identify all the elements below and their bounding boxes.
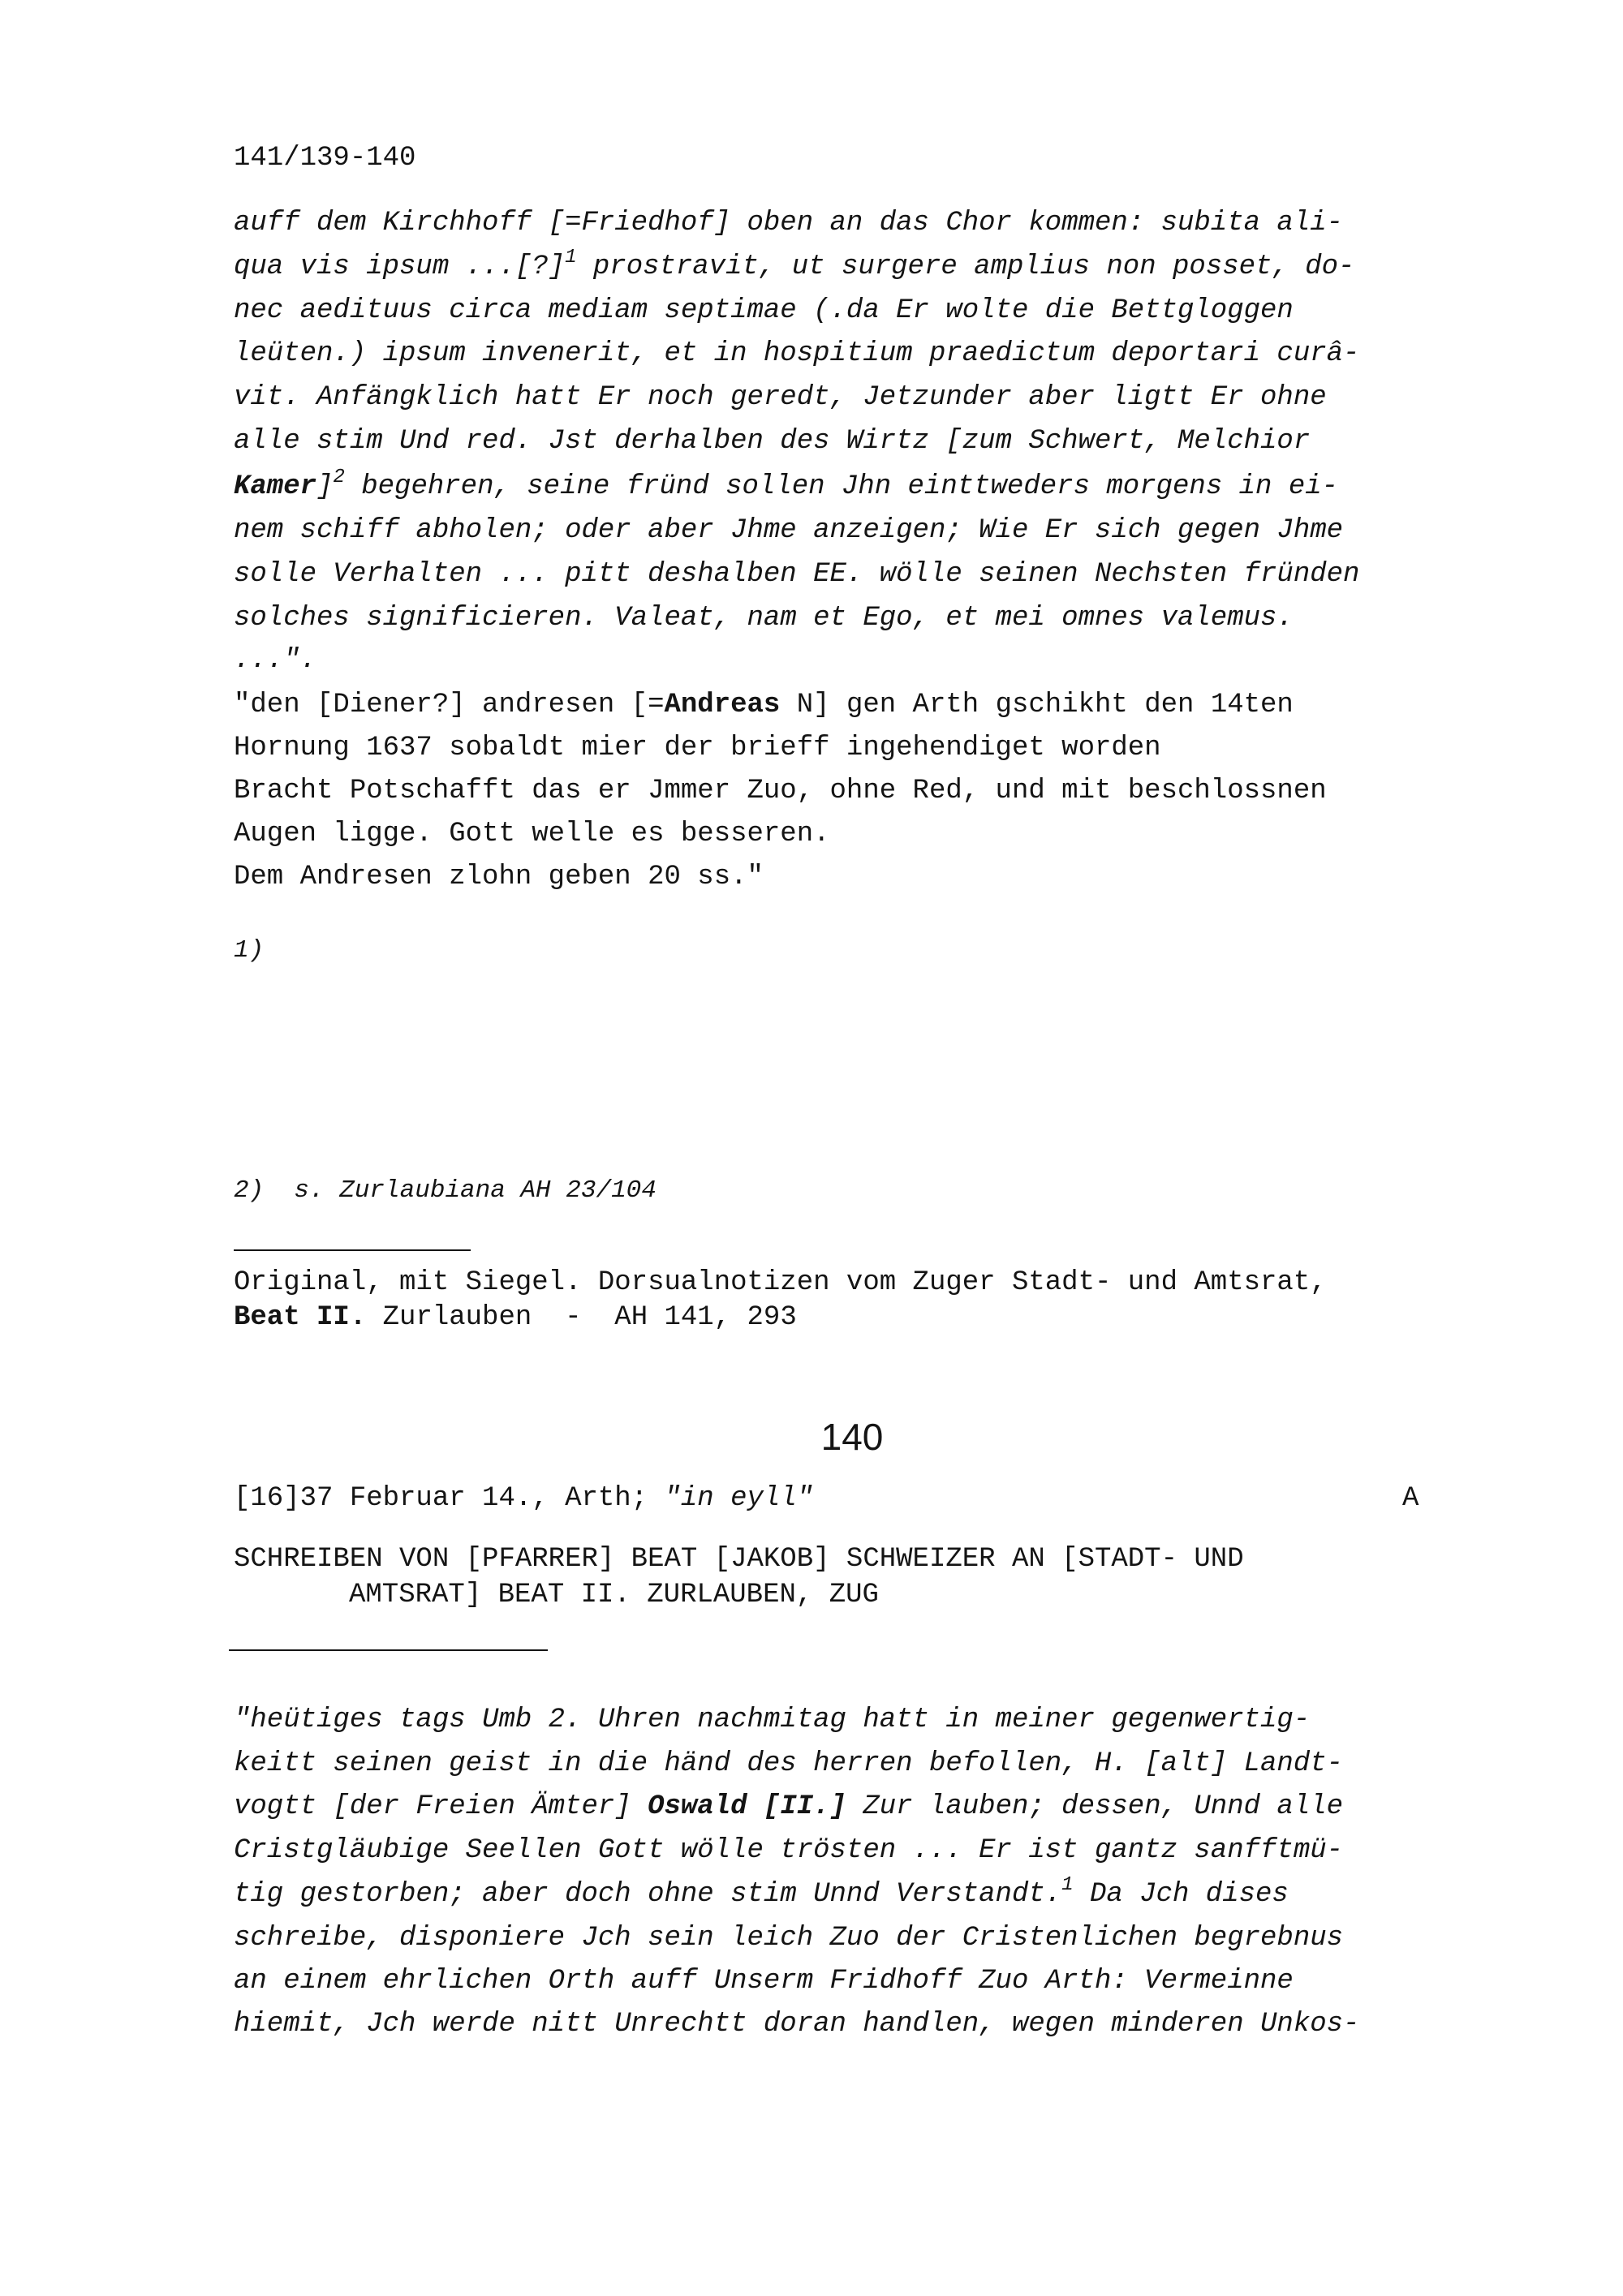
- quote2-line-1: [234, 691, 1294, 719]
- date-place: [16]37 Februar 14., Arth;: [234, 1483, 665, 1514]
- quote1-line-4: leüten.) ipsum invenerit, et in hospitium praedictum deportari curâ-: [234, 338, 1360, 369]
- footnote-ref-2: 2: [333, 467, 345, 488]
- name-oswald: Oswald [II.]: [648, 1791, 846, 1822]
- document-date-place: [234, 1485, 813, 1512]
- quote1-line-3: nec aedituus circa mediam septimae (.da Er wolte die Bettgloggen: [234, 295, 1294, 326]
- footnote-ref-1b: 1: [1061, 1874, 1074, 1896]
- quote1-line-7-bracket: ]: [316, 471, 334, 502]
- quote2-line-3: Bracht Potschafft das er Jmmer Zuo, ohne Red, und mit beschlossnen: [234, 776, 1327, 806]
- body-line-3-b: Zur lauben; dessen, Unnd alle: [846, 1791, 1344, 1822]
- quote1-line-2: [234, 247, 1355, 282]
- body-line-3-a: vogtt [der Freien Ämter]: [234, 1791, 648, 1822]
- quote1-line-7-b: begehren, seine fründ sollen Jhn einttweders morgens in ei-: [344, 471, 1339, 502]
- quote1-line-9: solle Verhalten ... pitt deshalben EE. wölle seinen Nechsten fründen: [234, 559, 1360, 590]
- quote1-line-5: vit. Anfängklich hatt Er noch geredt, Jetzunder aber ligtt Er ohne: [234, 382, 1327, 413]
- quote2-line-1-b: N] gen Arth gschikht den 14ten: [780, 690, 1294, 720]
- footnote-2: 2) s. Zurlaubiana AH 23/104: [234, 1176, 657, 1205]
- footnote-ref-1: 1: [565, 247, 577, 269]
- quote1-line-11: ...".: [234, 645, 317, 676]
- body-line-2: keitt seinen geist in die händ des herren befollen, H. [alt] Landt-: [234, 1748, 1344, 1779]
- body-line-1: "heütiges tags Umb 2. Uhren nachmitag hatt in meiner gegenwertig-: [234, 1705, 1311, 1735]
- quote1-line-2-b: prostravit, ut surgere amplius non posset, do-: [576, 252, 1355, 282]
- document-title-line-2: AMTSRAT] BEAT II. ZURLAUBEN, ZUG: [349, 1580, 879, 1610]
- date-note: "in eyll": [664, 1483, 814, 1514]
- body-line-5: [234, 1874, 1289, 1910]
- body-line-3: [234, 1793, 1343, 1821]
- document-number: 140: [820, 1416, 884, 1458]
- quote1-line-8: nem schiff abholen; oder aber Jhme anzeigen; Wie Er sich gegen Jhme: [234, 515, 1344, 546]
- name-kamer: Kamer: [234, 471, 317, 502]
- quote1-line-6: alle stim Und red. Jst derhalben des Wirtz [zum Schwert, Melchior: [234, 426, 1311, 457]
- body-line-7: an einem ehrlichen Orth auff Unserm Fridhoff Zuo Arth: Vermeinne: [234, 1966, 1294, 1997]
- body-line-6: schreibe, disponiere Jch sein leich Zuo der Cristenlichen begrebnus: [234, 1923, 1344, 1954]
- quote2-line-4: Augen ligge. Gott welle es besseren.: [234, 819, 830, 849]
- document-title-line-1: SCHREIBEN VON [PFARRER] BEAT [JAKOB] SCHWEIZER AN [STADT- UND: [234, 1544, 1244, 1575]
- document-type-letter: A: [1402, 1483, 1419, 1514]
- body-line-5-b: Da Jch dises: [1073, 1879, 1289, 1910]
- quote2-line-2: Hornung 1637 sobaldt mier der brieff ingehendiget worden: [234, 733, 1161, 763]
- source-line-2-b: Zurlauben - AH 141, 293: [366, 1302, 797, 1333]
- quote1-line-1: auff dem Kirchhoff [=Friedhof] oben an das Chor kommen: subita ali-: [234, 208, 1344, 239]
- body-line-4: Cristgläubige Seellen Gott wölle trösten ... Er ist gantz sanfftmü-: [234, 1835, 1344, 1866]
- source-line-2: [234, 1304, 797, 1331]
- name-beat-ii: Beat II.: [234, 1302, 367, 1333]
- page-header: 141/139-140: [234, 143, 416, 174]
- title-rule: [229, 1649, 548, 1651]
- source-line-1: Original, mit Siegel. Dorsualnotizen vom Zuger Stadt- und Amtsrat,: [234, 1267, 1327, 1298]
- name-andreas: Andreas: [664, 690, 781, 720]
- body-line-8: hiemit, Jch werde nitt Unrechtt doran handlen, wegen minderen Unkos-: [234, 2009, 1360, 2040]
- body-line-5-a: tig gestorben; aber doch ohne stim Unnd Verstandt.: [234, 1879, 1062, 1910]
- quote1-line-7: [234, 467, 1339, 502]
- quote1-line-10: solches significieren. Valeat, nam et Ego, et mei omnes valemus.: [234, 603, 1294, 634]
- footnote-rule: [234, 1249, 471, 1251]
- quote1-line-2-a: qua vis ipsum ...[?]: [234, 252, 566, 282]
- footnote-1: 1): [234, 936, 265, 965]
- quote2-line-1-a: "den [Diener?] andresen [=: [234, 690, 665, 720]
- quote2-line-5: Dem Andresen zlohn geben 20 ss.": [234, 862, 764, 892]
